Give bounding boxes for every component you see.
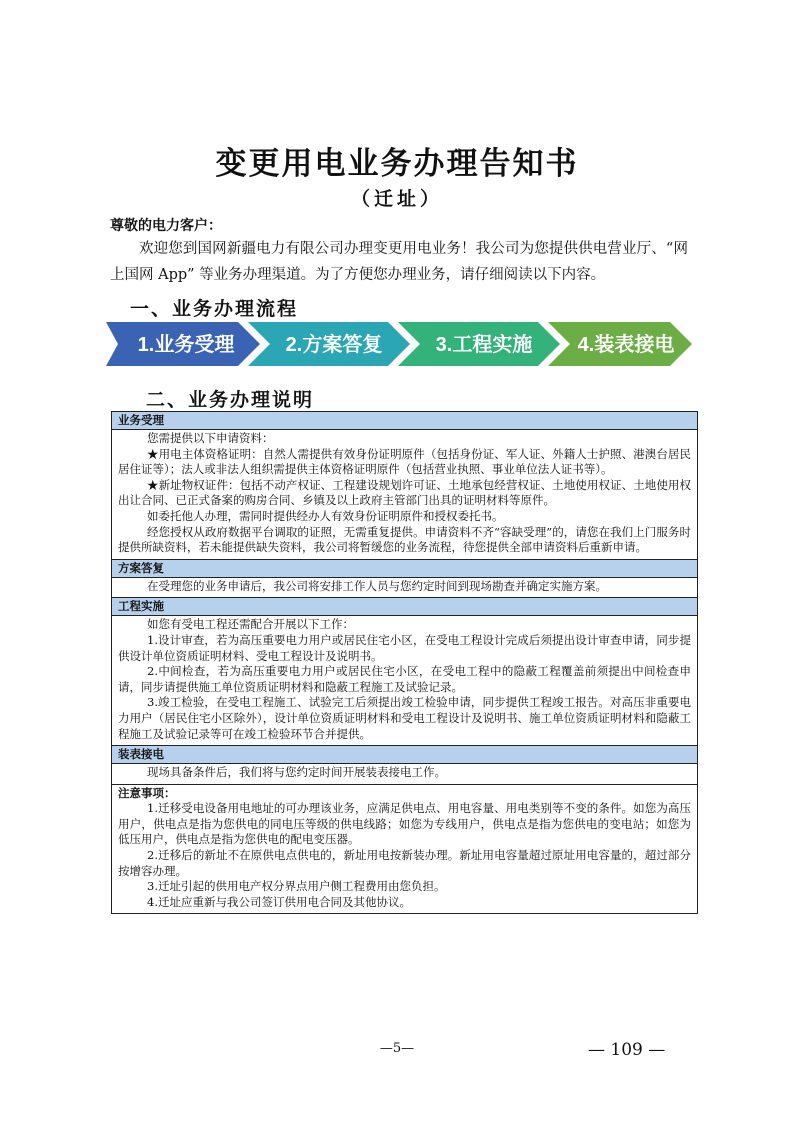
- plan-body: [112, 578, 697, 599]
- acceptance-header: 业务受理: [112, 412, 697, 430]
- notes-paragraph: 1.迁移受电设备用电地址的可办理该业务，应满足供电点、用电容量、用电类别等不变的条件。如您为高压用户，供电点是指为您供电的同电压等级的供电线路；如您为专线用户，供电点是指为您供电的变电站；如您为低压用户，供电点是指为您供电的配电变压器。: [118, 801, 691, 847]
- intro-paragraph: 欢迎您到国网新疆电力有限公司办理变更用电业务！我公司为您提供供电营业厅、“网上国网 App” 等业务办理渠道。为了方便您办理业务，请仔细阅读以下内容。: [110, 241, 688, 283]
- notes-paragraph: 3.迁址引起的供用电产权分界点用户侧工程费用由您负担。: [147, 879, 446, 894]
- construction-body: [112, 616, 697, 746]
- construction-paragraph: 2.中间检查，若为高压重要电力用户或居民住宅小区，在受电工程中的隐蔽工程覆盖前须提出中间检查申请，同步请提供施工单位资质证明材料和隐蔽工程施工及试验记录。: [118, 664, 691, 694]
- instructions-table: [111, 411, 698, 914]
- construction-paragraph: 如您有受电工程还需配合开展以下工作：: [147, 617, 354, 632]
- acceptance-body: [112, 430, 697, 560]
- acceptance-paragraph: 经您授权从政府数据平台调取的证照，无需重复提供。申请资料不齐“容缺受理”的，请您在我们上门服务时提供所缺资料，若未能提供缺失资料，我公司将暂缓您的业务流程，待您提供全部申请资料后重新申请。: [118, 524, 691, 555]
- section1-heading: 一、业务办理流程: [130, 298, 299, 320]
- page-subtitle: （迁址）: [350, 188, 443, 210]
- plan-paragraph: 在受理您的业务申请后，我公司将安排工作人员与您约定时间到现场勘查并确定实施方案。: [147, 578, 607, 593]
- page-number-inner: —5—: [379, 1041, 415, 1056]
- metering-paragraph: 现场具备条件后，我们将与您约定时间开展装表接电工作。: [147, 765, 446, 780]
- flow-step-3-label: 3.工程实施: [435, 334, 533, 356]
- acceptance-paragraph: 您需提供以下申请资料：: [147, 431, 274, 445]
- acceptance-paragraph: ★新址物权证件：包括不动产权证、工程建设规划许可证、土地承包经营权证、土地使用权证、土地使用权出让合同、已正式备案的购房合同、乡镇及以上政府主管部门出具的证明材料等原件。: [118, 477, 691, 508]
- notes-paragraph: 4.迁址应重新与我公司签订供用电合同及其他协议。: [147, 894, 411, 909]
- flow-step-1-label: 1.业务受理: [137, 334, 235, 356]
- construction-paragraph: 3.竣工检验，在受电工程施工、试验完工后须提出竣工检验申请，同步提供工程竣工报告。对高压非重要电力用户（居民住宅小区除外），设计单位资质证明材料和受电工程设计及说明书、施工单位资质证明材料和隐蔽工程施工及试验记录等可在竣工检验环节合并提供。: [118, 695, 691, 741]
- acceptance-paragraph: 如委托他人办理，需同时提供经办人有效身份证明原件和授权委托书。: [147, 508, 504, 523]
- notes-header: 注意事项：: [118, 785, 176, 800]
- section2-heading: 二、业务办理说明: [146, 389, 315, 411]
- metering-body: [112, 764, 697, 785]
- construction-paragraph: 1.设计审查，若为高压重要电力用户或居民住宅小区，在受电工程设计完成后须提出设计审查申请，同步提供设计单位资质证明材料、受电工程设计及说明书。: [118, 632, 691, 663]
- acceptance-paragraph: ★用电主体资格证明：自然人需提供有效身份证明原件（包括身份证、军人证、外籍人士护照、港澳台居民居住证等）；法人或非法人组织需提供主体资格证明原件（包括营业执照、事业单位法人证书等）。: [118, 446, 691, 477]
- flow-step-4-label: 4.装表接电: [577, 334, 675, 356]
- plan-header: 方案答复: [112, 560, 697, 578]
- metering-header: 装表接电: [112, 746, 697, 764]
- process-flow: [106, 322, 692, 366]
- notes-paragraph: 2.迁移后的新址不在原供电点供电的，新址用电按新装办理。新址用电容量超过原址用电容量的，超过部分按增容办理。: [118, 848, 691, 878]
- flow-step-2-label: 2.方案答复: [285, 334, 383, 356]
- construction-header: 工程实施: [112, 598, 697, 616]
- page-title: 变更用电业务办理告知书: [215, 146, 579, 182]
- page-number-outer: — 109 —: [588, 1040, 666, 1060]
- notes-body: [112, 785, 697, 914]
- salutation: 尊敬的电力客户：: [110, 218, 222, 234]
